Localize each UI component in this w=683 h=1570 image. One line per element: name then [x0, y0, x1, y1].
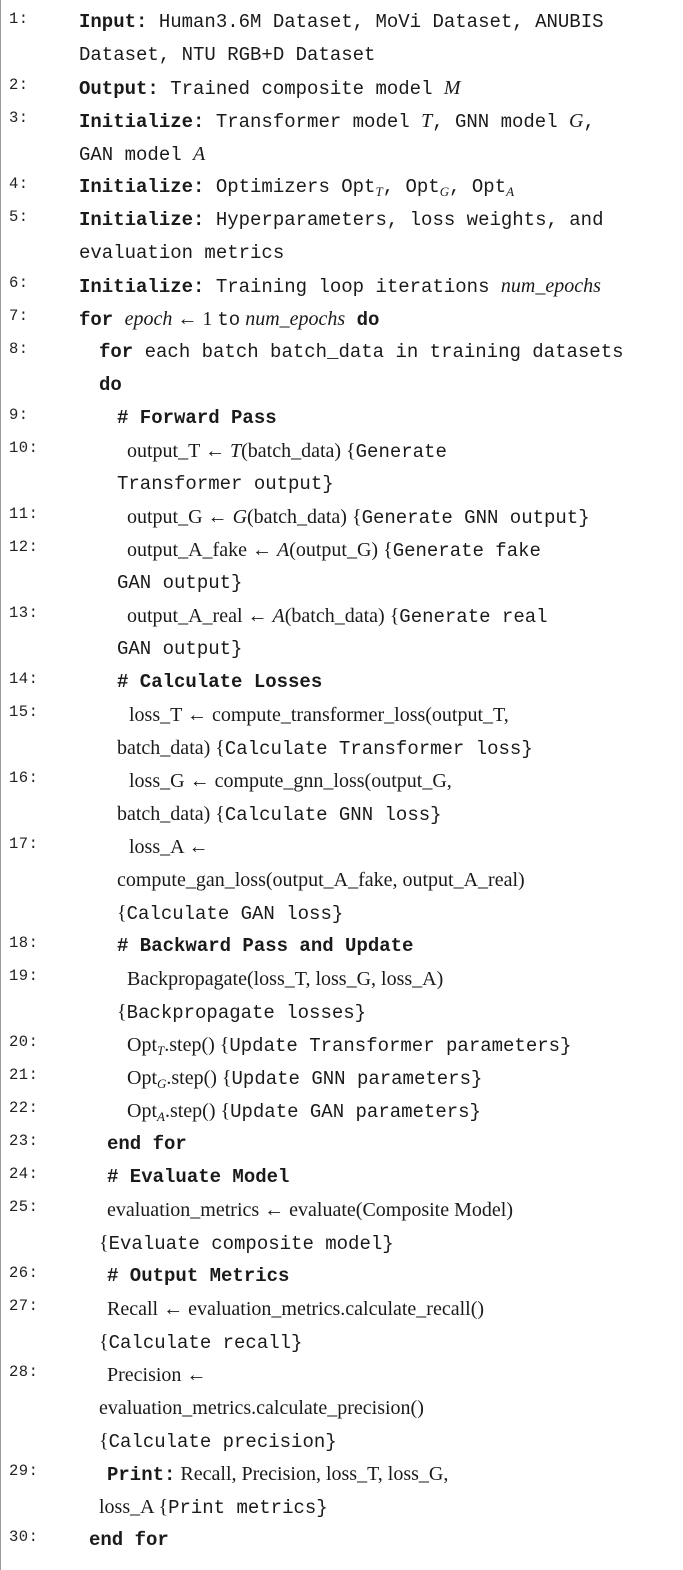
code-token: loss_T ← compute_transformer_loss(output_T, — [129, 704, 509, 726]
code-token: to — [217, 309, 241, 331]
code-token: Transformer model — [204, 111, 422, 133]
code-token: evaluation_metrics ← evaluate(Composite Model) — [107, 1199, 513, 1221]
line-text — [117, 864, 525, 898]
line-number: 14: — [9, 670, 39, 688]
line-text — [79, 105, 595, 139]
keyword: end for — [107, 1133, 187, 1155]
line-text — [107, 1359, 206, 1393]
code-token: .step() { — [164, 1034, 230, 1056]
line-text — [79, 171, 514, 208]
code-token: output_G ← — [127, 506, 233, 528]
line-number: 5: — [9, 208, 29, 226]
code-token: num_epochs — [500, 275, 601, 297]
line-number: 3: — [9, 109, 29, 127]
line-text — [99, 1425, 337, 1459]
keyword: # Forward Pass — [117, 407, 277, 429]
code-token: T — [157, 1043, 165, 1058]
line-number: 19: — [9, 967, 39, 985]
keyword: # Evaluate Model — [107, 1166, 290, 1188]
line-number: 2: — [9, 76, 29, 94]
code-token: Hyperparameters, loss weights, and — [204, 209, 604, 231]
line-number: 6: — [9, 274, 29, 292]
code-token: Generate — [355, 441, 447, 463]
code-token: Transformer output} — [117, 473, 334, 495]
code-token: , Opt — [449, 176, 507, 198]
code-token: epoch — [124, 308, 173, 330]
line-text — [79, 204, 604, 237]
line-number: 27: — [9, 1297, 39, 1315]
line-number: 16: — [9, 769, 39, 787]
code-token: (batch_data) { — [284, 605, 400, 627]
code-token — [113, 309, 124, 331]
code-token: G — [439, 184, 450, 199]
code-token: Calculate precision} — [108, 1431, 337, 1453]
code-token: Generate GNN output} — [361, 507, 590, 529]
code-token: evaluation_metrics.calculate_precision() — [99, 1397, 424, 1419]
line-text — [79, 237, 284, 270]
code-token: Update Transformer parameters} — [229, 1035, 572, 1057]
line-text — [79, 270, 601, 304]
code-token: GAN output} — [117, 638, 243, 660]
line-number: 18: — [9, 934, 39, 952]
code-token: Evaluate composite model} — [108, 1233, 394, 1255]
code-token: each batch batch_data in training datasets — [133, 341, 624, 363]
line-text — [107, 1458, 448, 1492]
line-text — [79, 138, 205, 172]
line-number: 17: — [9, 835, 39, 853]
code-token: G — [569, 110, 584, 132]
code-token: Backpropagate(loss_T, loss_G, loss_A) — [127, 968, 444, 990]
code-token: G — [157, 1076, 167, 1091]
code-token: .step() { — [166, 1067, 232, 1089]
code-token: output_A_real ← — [127, 605, 273, 627]
code-token: Recall ← evaluation_metrics.calculate_recall() — [107, 1298, 485, 1320]
code-token: { — [99, 1430, 109, 1452]
code-token: .step() { — [164, 1100, 231, 1122]
keyword: do — [99, 374, 122, 396]
line-number: 10: — [9, 439, 39, 457]
line-text — [79, 72, 461, 106]
line-text — [99, 1392, 424, 1426]
line-number: 26: — [9, 1264, 39, 1282]
line-text — [99, 369, 122, 402]
code-token: compute_gan_loss(output_A_fake, output_A_real) — [117, 869, 525, 891]
keyword: Initialize: — [79, 111, 205, 133]
line-text — [129, 831, 208, 865]
line-text — [127, 963, 443, 997]
code-token: Generate fake — [392, 540, 541, 562]
code-token: Trained composite model — [158, 78, 444, 100]
line-number: 12: — [9, 538, 39, 556]
code-token: Generate real — [399, 606, 548, 628]
code-token: Backpropagate losses} — [126, 1002, 367, 1024]
code-token: num_epochs — [240, 308, 346, 330]
code-token: { — [99, 1232, 109, 1254]
code-token: loss_A { — [99, 1496, 169, 1518]
code-token: M — [443, 77, 461, 99]
line-text — [107, 1161, 289, 1194]
code-token: Update GAN parameters} — [230, 1101, 481, 1123]
code-token: A — [506, 184, 515, 199]
code-token: , — [583, 111, 595, 133]
code-token: ← 1 — [172, 308, 218, 330]
line-text — [117, 798, 442, 832]
code-token: Update GNN parameters} — [231, 1068, 483, 1090]
code-token: Calculate GNN loss} — [224, 804, 442, 826]
line-number: 24: — [9, 1165, 39, 1183]
line-text — [117, 567, 242, 600]
line-text — [99, 1491, 328, 1525]
line-text — [107, 1194, 513, 1228]
line-number: 25: — [9, 1198, 39, 1216]
line-text — [99, 1326, 302, 1360]
line-number: 1: — [9, 10, 29, 28]
line-number: 11: — [9, 505, 39, 523]
code-token: evaluation metrics — [79, 242, 285, 264]
line-text — [107, 1293, 484, 1327]
code-token: , GNN model — [432, 111, 570, 133]
code-token: A — [272, 605, 285, 627]
line-number: 23: — [9, 1132, 39, 1150]
line-text — [79, 6, 604, 39]
code-token: Calculate recall} — [108, 1332, 303, 1354]
line-number: 13: — [9, 604, 39, 622]
code-token: output_T ← — [127, 440, 230, 462]
code-token: loss_A ← — [129, 836, 209, 858]
keyword: Print: — [107, 1464, 176, 1486]
code-token: { — [117, 1001, 127, 1023]
line-text — [127, 501, 590, 535]
line-text — [117, 468, 334, 501]
keyword: # Calculate Losses — [117, 671, 323, 693]
code-token: T — [421, 110, 433, 132]
line-text — [117, 402, 277, 435]
code-token: loss_G ← compute_gnn_loss(output_G, — [129, 770, 452, 792]
line-text — [129, 699, 509, 733]
line-text — [79, 303, 379, 337]
line-text — [117, 996, 366, 1030]
line-number: 20: — [9, 1033, 39, 1051]
keyword: for — [99, 341, 134, 363]
line-text — [79, 39, 375, 72]
line-number: 8: — [9, 340, 29, 358]
keyword: do — [345, 309, 380, 331]
code-token: (output_G) { — [289, 539, 393, 561]
line-number: 30: — [9, 1528, 39, 1546]
code-token: A — [157, 1109, 165, 1124]
keyword: # Output Metrics — [107, 1265, 290, 1287]
line-text — [127, 534, 541, 568]
code-token: Optimizers Opt — [204, 176, 376, 198]
code-token: Opt — [127, 1067, 157, 1089]
keyword: Input: — [79, 11, 148, 33]
code-token: batch_data) { — [117, 803, 225, 825]
line-text — [107, 1260, 289, 1293]
keyword: # Backward Pass and Update — [117, 935, 414, 957]
line-text — [117, 930, 413, 963]
line-number: 7: — [9, 307, 29, 325]
keyword: Output: — [79, 78, 159, 100]
line-text — [117, 732, 533, 766]
code-token: T — [375, 184, 383, 199]
code-token: GAN output} — [117, 572, 243, 594]
line-number: 4: — [9, 175, 29, 193]
code-token: Opt — [127, 1100, 157, 1122]
code-token: { — [99, 1331, 109, 1353]
code-token: Dataset, NTU RGB+D Dataset — [79, 44, 376, 66]
line-text — [107, 1128, 187, 1161]
keyword: Initialize: — [79, 209, 205, 231]
code-token: batch_data) { — [117, 737, 225, 759]
code-token: Calculate Transformer loss} — [224, 738, 533, 760]
keyword: for — [79, 309, 114, 331]
code-token: GAN model — [79, 144, 194, 166]
line-number: 22: — [9, 1099, 39, 1117]
code-token: Human3.6M Dataset, MoVi Dataset, ANUBIS — [147, 11, 604, 33]
line-text — [127, 435, 447, 469]
code-token: , Opt — [382, 176, 440, 198]
line-number: 9: — [9, 406, 29, 424]
code-token: Calculate GAN loss} — [126, 903, 344, 925]
code-token: Print metrics} — [168, 1497, 328, 1519]
code-token: { — [117, 902, 127, 924]
code-token: T — [229, 440, 242, 462]
code-token: Opt — [127, 1034, 157, 1056]
line-text — [89, 1524, 169, 1557]
keyword: Initialize: — [79, 276, 205, 298]
line-text — [99, 1227, 394, 1261]
code-token: (batch_data) { — [241, 440, 356, 462]
line-text — [99, 336, 624, 369]
code-token: G — [232, 506, 248, 528]
line-text — [117, 666, 322, 699]
line-number: 28: — [9, 1363, 39, 1381]
code-token: Training loop iterations — [204, 276, 501, 298]
code-token: (batch_data) { — [247, 506, 362, 528]
line-text — [129, 765, 452, 799]
line-text — [117, 633, 242, 666]
line-number: 29: — [9, 1462, 39, 1480]
line-number: 15: — [9, 703, 39, 721]
code-token: output_A_fake ← — [127, 539, 277, 561]
keyword: end for — [89, 1529, 169, 1551]
code-token: Precision ← — [107, 1364, 207, 1386]
line-number: 21: — [9, 1066, 39, 1084]
code-token: A — [193, 143, 206, 165]
line-text — [127, 600, 548, 634]
code-token: Recall, Precision, loss_T, loss_G, — [175, 1463, 449, 1485]
code-token: A — [276, 539, 290, 561]
keyword: Initialize: — [79, 176, 205, 198]
line-text — [117, 897, 343, 931]
